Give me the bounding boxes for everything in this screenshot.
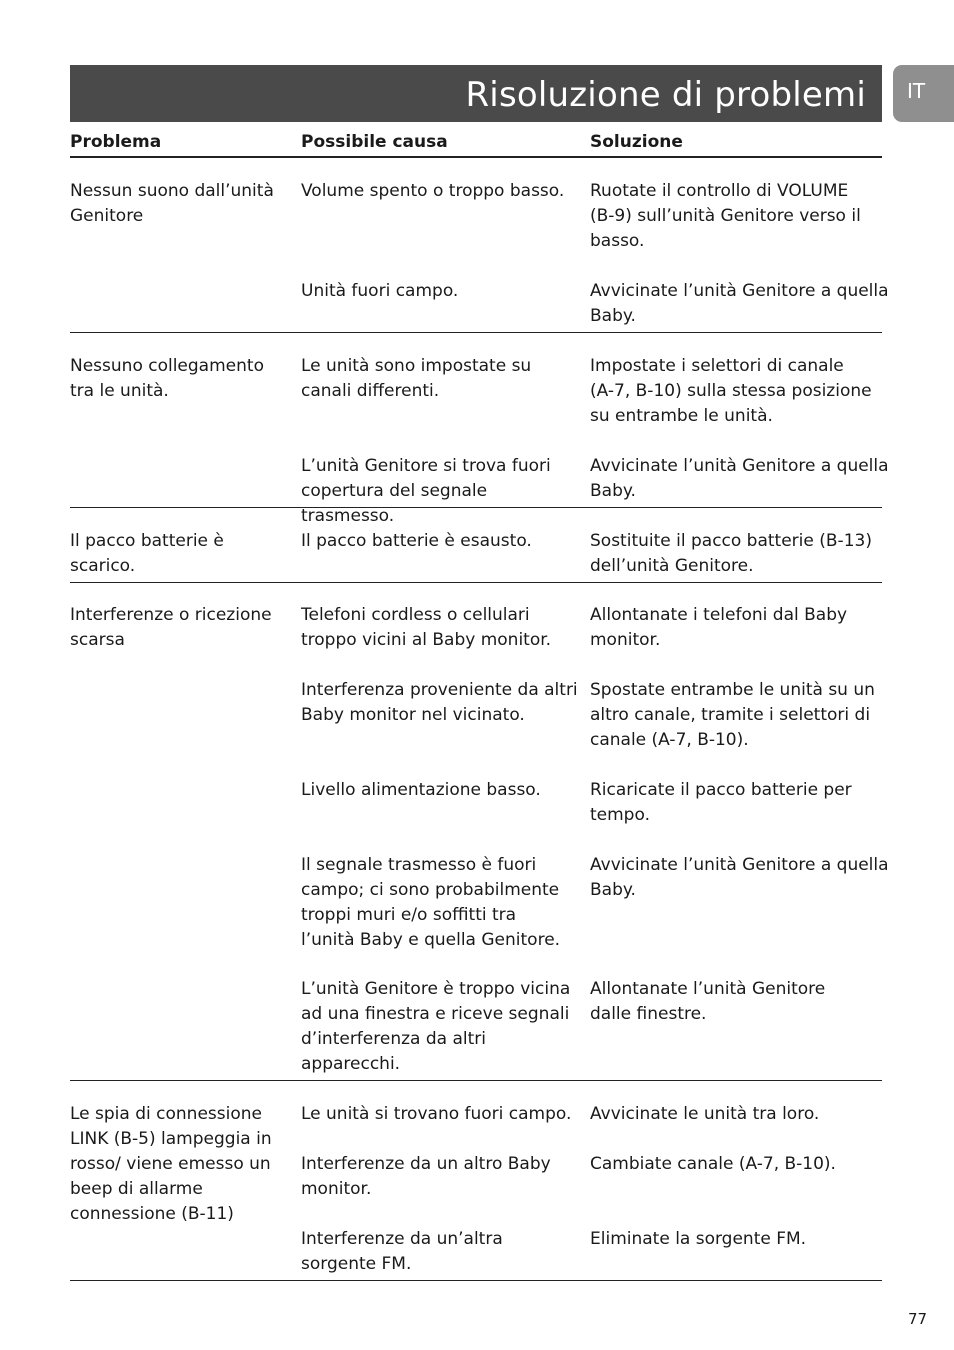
language-tab bbox=[893, 65, 954, 122]
row-divider bbox=[70, 1280, 882, 1281]
row-divider bbox=[70, 582, 882, 583]
row-divider bbox=[70, 507, 882, 508]
row-1-cause-1: Volume spento o troppo basso. bbox=[301, 181, 565, 201]
row-3-solution-1: Sostituite il pacco batterie (B-13) dell’unità Genitore. bbox=[590, 531, 872, 576]
row-2-cause-1: Le unità sono impostate su canali differenti. bbox=[301, 356, 532, 401]
row-2-cause-2: L’unità Genitore si trova fuori copertura del segnale trasmesso. bbox=[301, 456, 551, 526]
column-header-solution: Soluzione bbox=[590, 132, 683, 152]
row-4-cause-2: Interferenza proveniente da altri Baby monitor nel vicinato. bbox=[301, 680, 578, 725]
row-4-solution-4: Avvicinate l’unità Genitore a quella Baby. bbox=[590, 855, 889, 900]
row-4-cause-3: Livello alimentazione basso. bbox=[301, 780, 541, 800]
row-2-solution-1: Impostate i selettori di canale (A-7, B-10) sulla stessa posizione su entrambe le unità. bbox=[590, 356, 872, 426]
header-divider bbox=[70, 156, 882, 158]
row-4-solution-3: Ricaricate il pacco batterie per tempo. bbox=[590, 780, 852, 825]
row-1-solution-2: Avvicinate l’unità Genitore a quella Baby. bbox=[590, 281, 889, 326]
row-2-solution-2: Avvicinate l’unità Genitore a quella Baby. bbox=[590, 456, 889, 501]
page-number: 77 bbox=[908, 1310, 928, 1328]
row-divider bbox=[70, 1080, 882, 1081]
row-4-solution-2: Spostate entrambe le unità su un altro canale, tramite i selettori di canale (A-7, B-10). bbox=[590, 680, 875, 750]
page-title: Risoluzione di problemi bbox=[465, 75, 866, 115]
row-5-problem: Le spia di connessione LINK (B-5) lampeggia in rosso/ viene emesso un beep di allarme connessione (B-11) bbox=[70, 1104, 272, 1224]
column-header-cause: Possibile causa bbox=[301, 132, 448, 152]
row-5-cause-2: Interferenze da un altro Baby monitor. bbox=[301, 1154, 551, 1199]
language-label: IT bbox=[907, 79, 926, 103]
row-4-problem: Interferenze o ricezione scarsa bbox=[70, 605, 272, 650]
row-divider bbox=[70, 332, 882, 333]
row-5-cause-1: Le unità si trovano fuori campo. bbox=[301, 1104, 572, 1124]
row-1-solution-1: Ruotate il controllo di VOLUME (B-9) sull’unità Genitore verso il basso. bbox=[590, 181, 861, 251]
row-3-cause-1: Il pacco batterie è esausto. bbox=[301, 531, 532, 551]
title-bar bbox=[70, 65, 882, 122]
row-4-solution-5: Allontanate l’unità Genitore dalle finestre. bbox=[590, 979, 826, 1024]
column-header-problem: Problema bbox=[70, 132, 162, 152]
row-4-solution-1: Allontanate i telefoni dal Baby monitor. bbox=[590, 605, 848, 650]
row-2-problem: Nessuno collegamento tra le unità. bbox=[70, 356, 264, 401]
row-4-cause-1: Telefoni cordless o cellulari troppo vicini al Baby monitor. bbox=[301, 605, 552, 650]
row-3-problem: Il pacco batterie è scarico. bbox=[70, 531, 224, 576]
row-5-solution-2: Cambiate canale (A-7, B-10). bbox=[590, 1154, 836, 1174]
row-4-cause-4: Il segnale trasmesso è fuori campo; ci sono probabilmente troppi muri e/o soffitti tra l’unità Baby e quella Genitore. bbox=[301, 855, 561, 950]
row-1-problem: Nessun suono dall’unità Genitore bbox=[70, 181, 274, 226]
row-5-solution-1: Avvicinate le unità tra loro. bbox=[590, 1104, 820, 1124]
row-5-solution-3: Eliminate la sorgente FM. bbox=[590, 1229, 807, 1249]
row-5-cause-3: Interferenze da un’altra sorgente FM. bbox=[301, 1229, 503, 1274]
row-1-cause-2: Unità fuori campo. bbox=[301, 281, 459, 301]
row-4-cause-5: L’unità Genitore è troppo vicina ad una finestra e riceve segnali d’interferenza da altri apparecchi. bbox=[301, 979, 571, 1074]
